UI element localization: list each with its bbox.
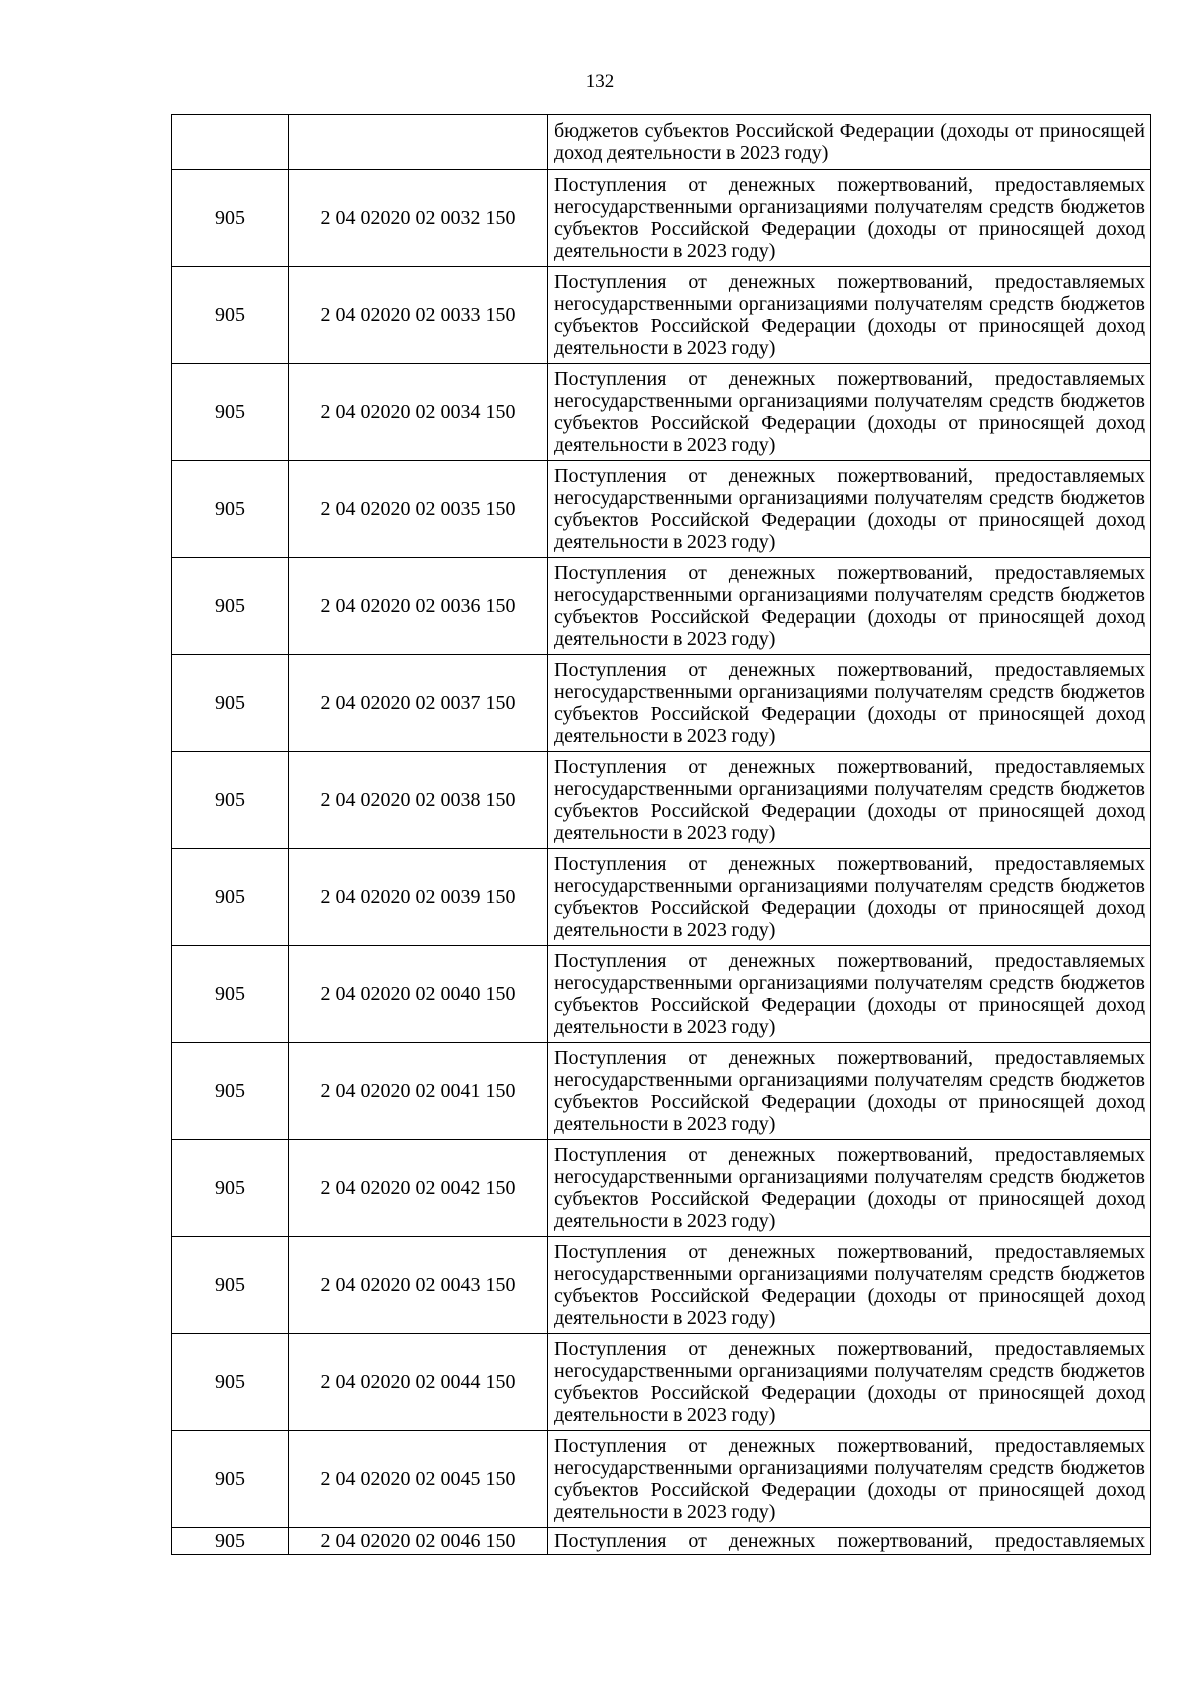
table-row-continuation xyxy=(172,115,1151,170)
table-row xyxy=(172,1043,1151,1140)
income-name-cell: Поступления от денежных пожертвований, предоставляемых негосударственными организациями получателям средств бюджетов субъектов Российской Федерации (доходы от приносящей доход деятельности в 2023 году) xyxy=(548,364,1151,461)
income-code-cell: 2 04 02020 02 0043 150 xyxy=(289,1237,548,1334)
table-row xyxy=(172,461,1151,558)
income-name-cell: Поступления от денежных пожертвований, предоставляемых негосударственными организациями получателям средств бюджетов субъектов Российской Федерации (доходы от приносящей доход деятельности в 2023 году) xyxy=(548,558,1151,655)
table-row xyxy=(172,946,1151,1043)
income-code-cell: 2 04 02020 02 0041 150 xyxy=(289,1043,548,1140)
admin-code-cell: 905 xyxy=(172,1334,289,1431)
admin-code-cell: 905 xyxy=(172,1043,289,1140)
table-row xyxy=(172,1237,1151,1334)
income-name-cell: Поступления от денежных пожертвований, предоставляемых негосударственными организациями получателям средств бюджетов субъектов Российской Федерации (доходы от приносящей доход деятельности в 2023 году) xyxy=(548,849,1151,946)
income-code-cell: 2 04 02020 02 0033 150 xyxy=(289,267,548,364)
table-row xyxy=(172,267,1151,364)
table-body xyxy=(172,115,1151,1555)
income-name-cell: Поступления от денежных пожертвований, предоставляемых негосударственными организациями получателям средств бюджетов субъектов Российской Федерации (доходы от приносящей доход деятельности в 2023 году) xyxy=(548,1334,1151,1431)
income-code-cell: 2 04 02020 02 0040 150 xyxy=(289,946,548,1043)
table-row xyxy=(172,1140,1151,1237)
income-code-cell: 2 04 02020 02 0038 150 xyxy=(289,752,548,849)
table-row xyxy=(172,364,1151,461)
admin-code-cell: 905 xyxy=(172,267,289,364)
income-name-cell: Поступления от денежных пожертвований, предоставляемых xyxy=(548,1528,1151,1555)
income-code-cell: 2 04 02020 02 0032 150 xyxy=(289,170,548,267)
income-code-cell: 2 04 02020 02 0045 150 xyxy=(289,1431,548,1528)
income-name-cell: Поступления от денежных пожертвований, предоставляемых негосударственными организациями получателям средств бюджетов субъектов Российской Федерации (доходы от приносящей доход деятельности в 2023 году) xyxy=(548,1043,1151,1140)
income-name-cell: Поступления от денежных пожертвований, предоставляемых негосударственными организациями получателям средств бюджетов субъектов Российской Федерации (доходы от приносящей доход деятельности в 2023 году) xyxy=(548,461,1151,558)
table-row xyxy=(172,1431,1151,1528)
income-codes-table xyxy=(171,114,1151,1555)
income-name-cell: Поступления от денежных пожертвований, предоставляемых негосударственными организациями получателям средств бюджетов субъектов Российской Федерации (доходы от приносящей доход деятельности в 2023 году) xyxy=(548,170,1151,267)
income-code-cell: 2 04 02020 02 0042 150 xyxy=(289,1140,548,1237)
income-name-cell: Поступления от денежных пожертвований, предоставляемых негосударственными организациями получателям средств бюджетов субъектов Российской Федерации (доходы от приносящей доход деятельности в 2023 году) xyxy=(548,1140,1151,1237)
table-row xyxy=(172,558,1151,655)
income-name-cell: Поступления от денежных пожертвований, предоставляемых негосударственными организациями получателям средств бюджетов субъектов Российской Федерации (доходы от приносящей доход деятельности в 2023 году) xyxy=(548,267,1151,364)
table-row xyxy=(172,752,1151,849)
table-row xyxy=(172,849,1151,946)
income-name-cell: Поступления от денежных пожертвований, предоставляемых негосударственными организациями получателям средств бюджетов субъектов Российской Федерации (доходы от приносящей доход деятельности в 2023 году) xyxy=(548,1237,1151,1334)
admin-code-cell: 905 xyxy=(172,1237,289,1334)
income-code-cell: 2 04 02020 02 0039 150 xyxy=(289,849,548,946)
income-name-cell: Поступления от денежных пожертвований, предоставляемых негосударственными организациями получателям средств бюджетов субъектов Российской Федерации (доходы от приносящей доход деятельности в 2023 году) xyxy=(548,1431,1151,1528)
admin-code-cell: 905 xyxy=(172,170,289,267)
admin-code-cell: 905 xyxy=(172,752,289,849)
income-name-cell: Поступления от денежных пожертвований, предоставляемых негосударственными организациями получателям средств бюджетов субъектов Российской Федерации (доходы от приносящей доход деятельности в 2023 году) xyxy=(548,752,1151,849)
income-name-cell: Поступления от денежных пожертвований, предоставляемых негосударственными организациями получателям средств бюджетов субъектов Российской Федерации (доходы от приносящей доход деятельности в 2023 году) xyxy=(548,655,1151,752)
table-row xyxy=(172,1528,1151,1555)
admin-code-cell: 905 xyxy=(172,1140,289,1237)
income-code-cell: 2 04 02020 02 0036 150 xyxy=(289,558,548,655)
income-name-cell: Поступления от денежных пожертвований, предоставляемых негосударственными организациями получателям средств бюджетов субъектов Российской Федерации (доходы от приносящей доход деятельности в 2023 году) xyxy=(548,946,1151,1043)
admin-code-cell: 905 xyxy=(172,461,289,558)
income-code-cell: 2 04 02020 02 0037 150 xyxy=(289,655,548,752)
table-row xyxy=(172,170,1151,267)
table-row xyxy=(172,655,1151,752)
admin-code-cell: 905 xyxy=(172,1528,289,1555)
income-code-cell: 2 04 02020 02 0044 150 xyxy=(289,1334,548,1431)
admin-code-cell: 905 xyxy=(172,849,289,946)
income-code-cell: 2 04 02020 02 0035 150 xyxy=(289,461,548,558)
income-code-cell: 2 04 02020 02 0046 150 xyxy=(289,1528,548,1555)
page-number: 132 xyxy=(585,71,615,92)
admin-code-cell: 905 xyxy=(172,1431,289,1528)
income-code-cell: 2 04 02020 02 0034 150 xyxy=(289,364,548,461)
admin-code-cell: 905 xyxy=(172,655,289,752)
admin-code-cell: 905 xyxy=(172,946,289,1043)
admin-code-cell: 905 xyxy=(172,364,289,461)
admin-code-cell xyxy=(172,115,289,170)
table-row xyxy=(172,1334,1151,1431)
income-code-cell xyxy=(289,115,548,170)
income-name-cell: бюджетов субъектов Российской Федерации (доходы от приносящей доход деятельности в 2023 году) xyxy=(548,115,1151,170)
admin-code-cell: 905 xyxy=(172,558,289,655)
